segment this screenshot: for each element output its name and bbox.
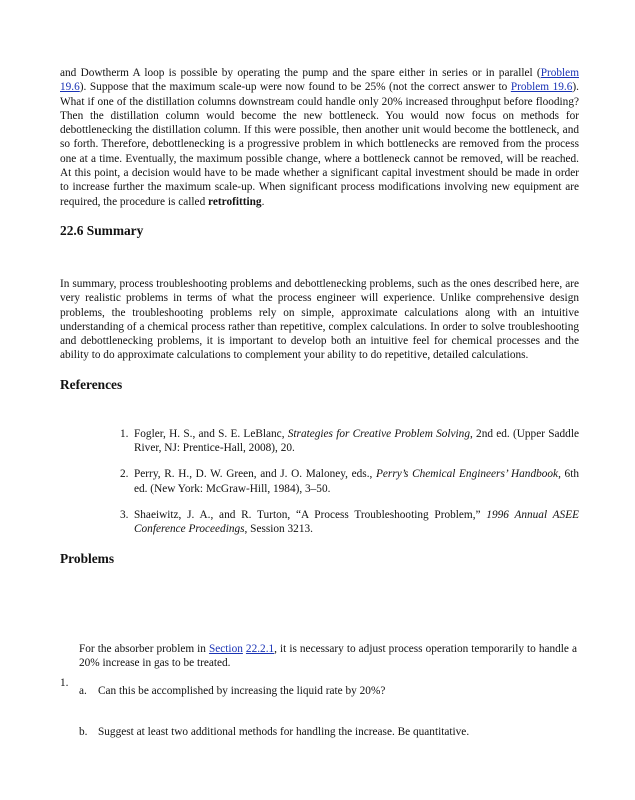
retrofitting-term: retrofitting <box>208 195 262 208</box>
problem-intro-text: For the absorber problem in <box>79 643 209 655</box>
section-22-2-1-link[interactable]: 22.2.1 <box>245 643 275 655</box>
intro-text-4: . <box>261 195 265 208</box>
problem-intro <box>79 642 577 671</box>
reference-title: 1996 Annual ASEE Conference Proceedings <box>134 508 579 536</box>
problem-19-6-link-2[interactable]: Problem 19.6 <box>510 81 573 94</box>
reference-title: Perry’s Chemical Engineers’ Handbook <box>376 468 559 481</box>
problem-19-6-link[interactable]: Problem 19.6 <box>60 67 579 94</box>
reference-title: Strategies for Creative Problem Solving <box>287 427 470 440</box>
intro-text-2: ). Suppose that the maximum scale-up were now found to be 25% (not the correct answer to <box>79 81 511 94</box>
references-list <box>60 427 579 537</box>
reference-authors: Perry, R. H., D. W. Green, and J. O. Maloney, eds., <box>134 468 377 481</box>
reference-authors: Fogler, H. S., and S. E. LeBlanc, <box>134 427 288 440</box>
problem-intro-text-2: , it is necessary to adjust process operation temporarily to handle a 20% increase in gas to be treated. <box>79 643 577 670</box>
reference-item <box>120 427 579 456</box>
intro-text-1: and Dowtherm A loop is possible by operating the pump and the spare either in series or in parallel ( <box>60 67 541 79</box>
reference-item <box>120 467 579 496</box>
page-content <box>60 66 579 567</box>
section-link[interactable]: Section <box>208 643 243 655</box>
part-text: Can this be accomplished by increasing the liquid rate by 20%? <box>98 685 386 697</box>
problem-part-b <box>79 725 596 739</box>
references-heading: References <box>60 376 123 392</box>
reference-item <box>120 508 579 537</box>
summary-heading: 22.6 Summary <box>60 222 144 238</box>
reference-number: 3. <box>120 508 129 521</box>
reference-details: , 6th ed. (New York: McGraw-Hill, 1984), 3–50. <box>134 468 579 495</box>
reference-authors: Shaeiwitz, J. A., and R. Turton, “A Process Troubleshooting Problem,” <box>134 508 487 521</box>
reference-number: 2. <box>120 468 129 481</box>
part-letter: a. <box>79 685 87 697</box>
part-letter: b. <box>79 726 88 739</box>
problems-heading: Problems <box>60 550 115 566</box>
part-text: Suggest at least two additional methods for handling the increase. Be quantitative. <box>98 726 470 739</box>
summary-paragraph: In summary, process troubleshooting problems and debottlenecking problems, such as the ones described here, are very realistic problems in terms of what the process engineer will experience. Unlike comprehensive design problems, the troubleshooting problems rely on simple, approximate calculations along with an intuitive understanding of a chemical process rather than repetitive, complex calculations. In order to solve troubleshooting and debottlenecking problems, it is important to develop both an intuitive feel for chemical processes and the ability to do approximate calculations to complement your ability to do repetitive, detailed calculations. <box>60 277 579 362</box>
problem-number: 1. <box>60 677 69 689</box>
reference-details: , 2nd ed. (Upper Saddle River, NJ: Prentice-Hall, 2008), 20. <box>134 427 579 455</box>
reference-details: , Session 3213. <box>244 523 313 536</box>
intro-paragraph <box>60 66 579 209</box>
intro-text-3: ). What if one of the distillation columns downstream could handle only 20% increased throughput before flooding? Then the distillation column would become the new bottleneck. You would now focus on methods for debottlenecking the distillation column. If this were possible, then another unit would become the bottleneck, and so forth. Therefore, debottlenecking is a progressive problem in which bottlenecks are removed from the process one at a time. Eventually, the maximum possible change, where a bottleneck cannot be removed, will be reached. At this point, a decision would have to be made whether a significant capital investment should be made in order to increase further the maximum scale-up. When significant process modifications involving new equipment are required, the procedure is called <box>60 81 579 208</box>
reference-number: 1. <box>120 427 129 440</box>
problem-part-a <box>79 684 596 698</box>
